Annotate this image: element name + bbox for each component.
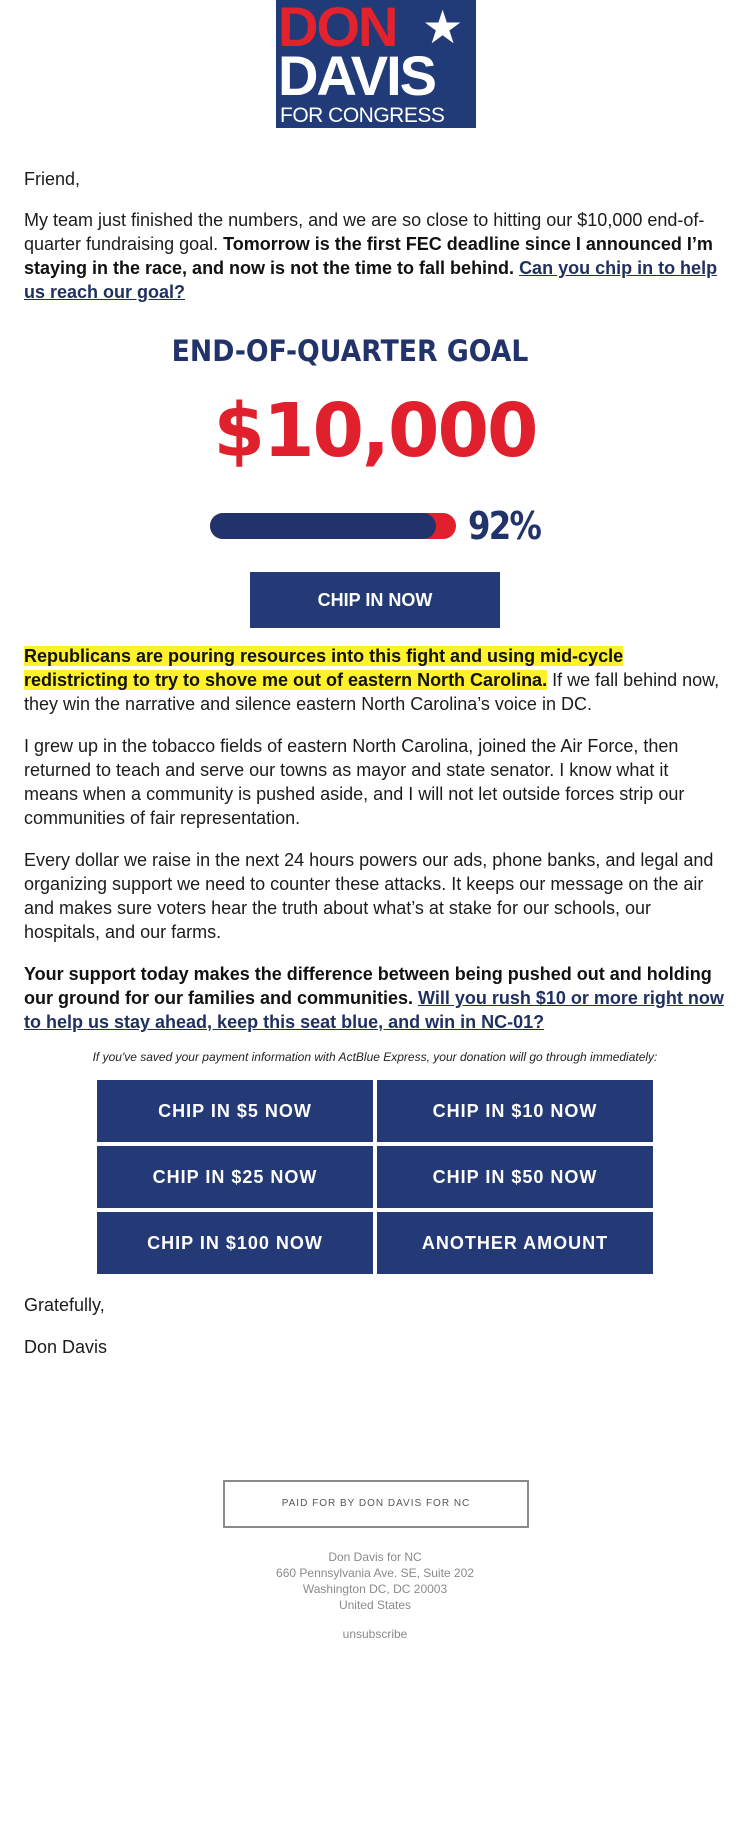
chip-in-50-button[interactable]: CHIP IN $50 NOW — [377, 1146, 653, 1208]
footer-city: Washington DC, DC 20003 — [302, 1582, 448, 1596]
bold-text: our ground for our families and communities. — [24, 988, 419, 1008]
text-line — [24, 232, 713, 256]
paragraph-every-dollar — [24, 848, 714, 944]
text-line: returned to teach and serve our towns as mayor and state senator. I know what it — [24, 760, 669, 780]
text-line: and makes sure voters hear the truth about what’s at stake for our schools, our — [24, 898, 652, 918]
logo-line-don: DON — [278, 0, 397, 58]
logo-line-davis: DAVIS — [278, 44, 435, 107]
logo-line-for-congress: FOR CONGRESS — [280, 104, 445, 127]
chip-in-100-button[interactable]: CHIP IN $100 NOW — [97, 1212, 373, 1274]
campaign-logo[interactable] — [276, 0, 476, 128]
chip-in-link-cont[interactable]: us reach our goal? — [24, 282, 186, 302]
text-line — [24, 986, 724, 1010]
text-line: means when a community is pushed aside, and I will not let outside forces strip our — [24, 784, 685, 804]
chip-in-link[interactable]: Can you chip in to help — [519, 258, 718, 278]
footer-org: Don Davis for NC — [328, 1550, 422, 1564]
actblue-express-note: If you've saved your payment information with ActBlue Express, your donation will go through immediately: — [92, 1050, 658, 1064]
chip-in-25-button[interactable]: CHIP IN $25 NOW — [97, 1146, 373, 1208]
text-line: Every dollar we raise in the next 24 hours powers our ads, phone banks, and legal and — [24, 850, 714, 870]
highlighted-text: Republicans are pouring resources into this fight and using mid-cycle — [24, 646, 624, 666]
signature: Don Davis — [24, 1337, 108, 1357]
rush-ten-link-cont[interactable]: to help us stay ahead, keep this seat blue, and win in NC-01? — [24, 1012, 545, 1032]
text-line: they win the narrative and silence eastern North Carolina’s voice in DC. — [24, 694, 592, 714]
bold-text-line: Your support today makes the difference between being pushed out and holding — [24, 964, 712, 984]
text-line — [24, 644, 700, 668]
unsubscribe-link[interactable]: unsubscribe — [342, 1627, 408, 1641]
goal-progress-bar — [210, 513, 456, 539]
text-line: hospitals, and our farms. — [24, 922, 222, 942]
chip-in-now-button[interactable]: CHIP IN NOW — [250, 572, 500, 628]
text-line: organizing support we need to counter these attacks. It keeps our message on the air — [24, 874, 704, 894]
star-icon: ★ — [422, 1, 464, 53]
text-span: quarter fundraising goal. — [24, 234, 224, 254]
rush-ten-link[interactable]: Will you rush $10 or more right now — [418, 988, 724, 1008]
footer-country: United States — [338, 1598, 412, 1612]
bold-text: Tomorrow is the first FEC deadline since I announced I’m — [223, 234, 713, 254]
goal-percent: 92% — [468, 504, 541, 548]
closing: Gratefully, — [24, 1295, 105, 1315]
paragraph-biography — [24, 734, 700, 830]
paragraph-republicans — [24, 644, 720, 716]
text-line: My team just finished the numbers, and we are so close to hitting our $10,000 end-of- — [24, 210, 705, 230]
goal-title: END-OF-QUARTER GOAL — [171, 334, 529, 368]
chip-in-10-button[interactable]: CHIP IN $10 NOW — [377, 1080, 653, 1142]
paragraph-intro — [24, 208, 718, 304]
text-line — [24, 256, 718, 280]
text-line: I grew up in the tobacco fields of eastern North Carolina, joined the Air Force, then — [24, 736, 679, 756]
text-line — [24, 1010, 700, 1034]
goal-progress-fill — [210, 513, 436, 539]
text-line — [24, 668, 720, 692]
footer-street: 660 Pennsylvania Ave. SE, Suite 202 — [276, 1566, 474, 1580]
text-span: If we fall behind now, — [547, 670, 720, 690]
text-line: communities of fair representation. — [24, 808, 301, 828]
another-amount-button[interactable]: ANOTHER AMOUNT — [377, 1212, 653, 1274]
text-line — [24, 280, 700, 304]
paragraph-support — [24, 962, 724, 1034]
bold-text: staying in the race, and now is not the time to fall behind. — [24, 258, 520, 278]
paid-for-disclaimer: PAID FOR BY DON DAVIS FOR NC — [223, 1480, 529, 1528]
greeting: Friend, — [24, 169, 81, 189]
chip-in-5-button[interactable]: CHIP IN $5 NOW — [97, 1080, 373, 1142]
highlighted-text: redistricting to try to shove me out of eastern North Carolina. — [24, 670, 548, 690]
goal-amount: $10,000 — [213, 388, 537, 474]
